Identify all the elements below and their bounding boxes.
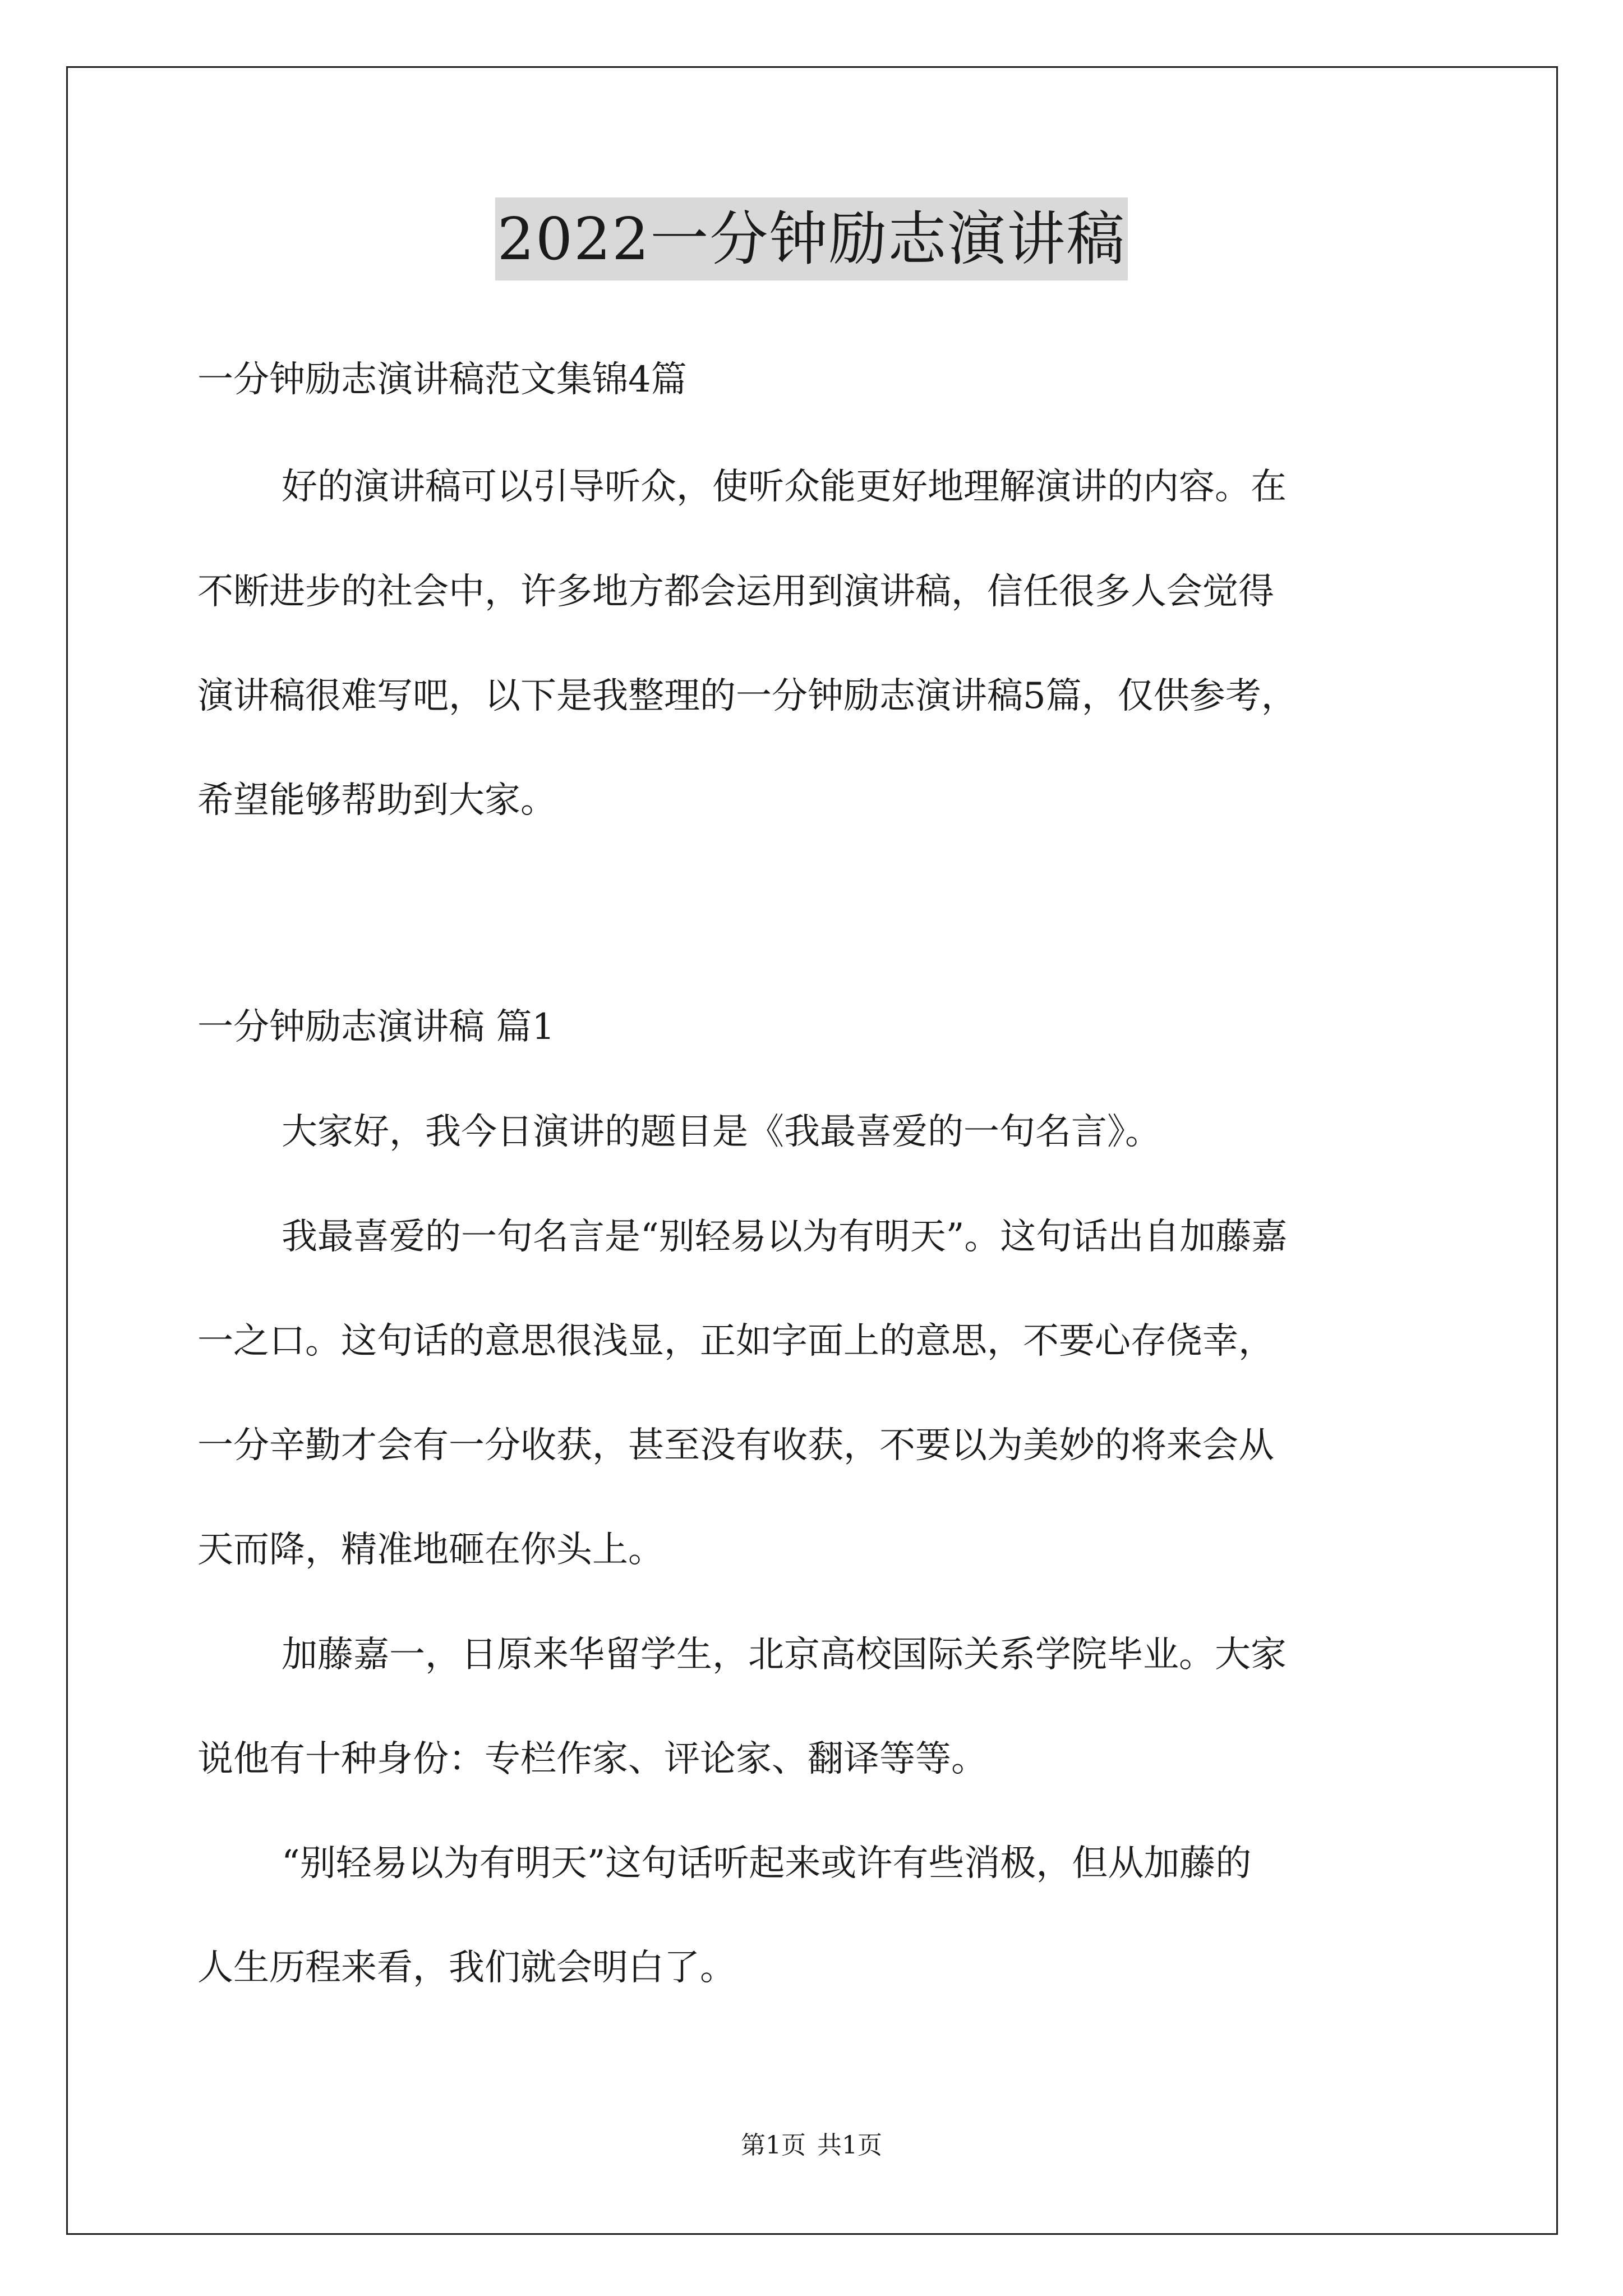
page-number: 第1页 xyxy=(741,2131,806,2160)
title-container xyxy=(0,197,1623,280)
body-line-3: 一之口。这句话的意思很浅显，正如字面上的意思，不要心存侥幸， xyxy=(197,1320,1274,1362)
page-footer xyxy=(0,2129,1623,2162)
section-heading: 一分钟励志演讲稿 篇1 xyxy=(197,1006,555,1048)
body-line-1: 大家好，我今日演讲的题目是《我最喜爱的一句名言》。 xyxy=(282,1111,1161,1153)
body-line-7: 说他有十种身份：专栏作家、评论家、翻译等等。 xyxy=(197,1738,987,1780)
body-line-6: 加藤嘉一，日原来华留学生，北京高校国际关系学院毕业。大家 xyxy=(282,1634,1287,1676)
document-title: 2022一分钟励志演讲稿 xyxy=(495,197,1128,280)
body-line-8: “别轻易以为有明天”这句话听起来或许有些消极，但从加藤的 xyxy=(282,1843,1252,1884)
intro-line-4: 希望能够帮助到大家。 xyxy=(197,780,556,821)
body-line-2: 我最喜爱的一句名言是“别轻易以为有明天”。这句话出自加藤嘉 xyxy=(282,1216,1288,1258)
intro-line-2: 不断进步的社会中，许多地方都会运用到演讲稿，信任很多人会觉得 xyxy=(197,571,1274,613)
intro-line-3: 演讲稿很难写吧，以下是我整理的一分钟励志演讲稿5篇，仅供参考， xyxy=(197,675,1297,717)
body-line-9: 人生历程来看，我们就会明白了。 xyxy=(197,1947,736,1989)
document-subtitle: 一分钟励志演讲稿范文集锦4篇 xyxy=(197,359,687,401)
body-line-5: 天而降，精准地砸在你头上。 xyxy=(197,1529,664,1571)
intro-line-1: 好的演讲稿可以引导听众，使听众能更好地理解演讲的内容。在 xyxy=(282,466,1287,508)
page-total: 共1页 xyxy=(817,2131,882,2160)
body-line-4: 一分辛勤才会有一分收获，甚至没有收获，不要以为美妙的将来会从 xyxy=(197,1425,1274,1466)
